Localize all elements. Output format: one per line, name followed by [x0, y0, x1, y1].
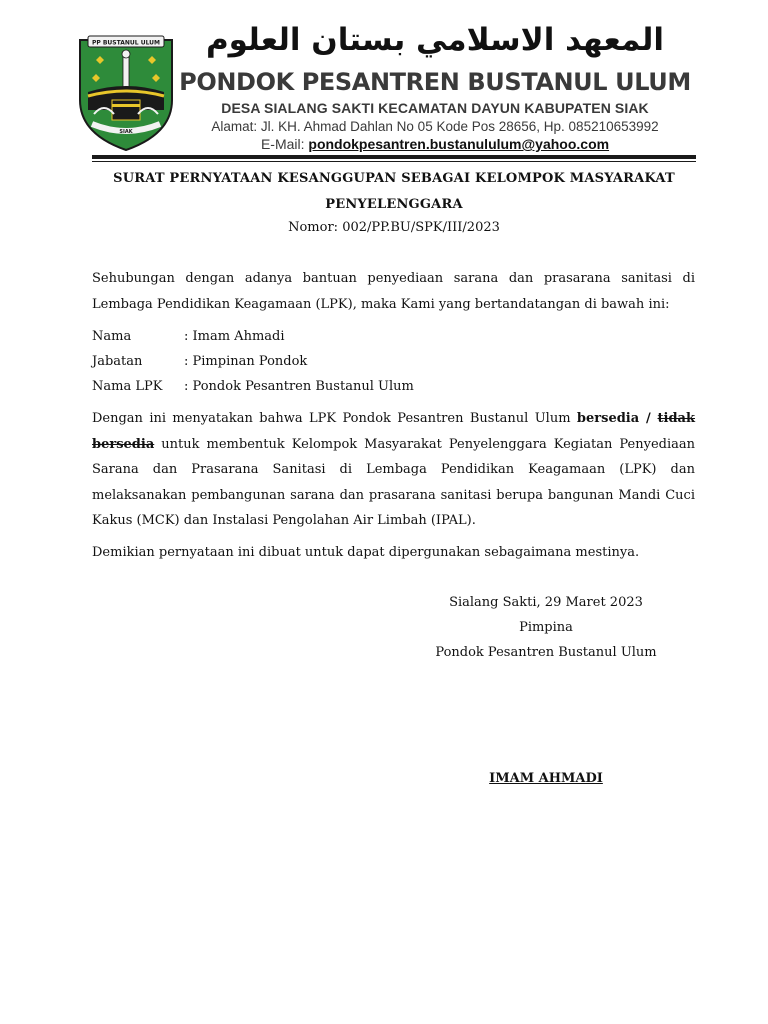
logo-banner-text: PP BUSTANUL ULUM [91, 39, 161, 47]
identity-label: Nama [92, 329, 132, 344]
identity-label: Jabatan [92, 354, 143, 369]
email-line [170, 135, 700, 153]
email-link[interactable]: pondokpesantren.bustanululum@yahoo.com [308, 136, 610, 152]
signature-role: Pimpina [519, 620, 573, 635]
school-name: PONDOK PESANTREN BUSTANUL ULUM [179, 68, 691, 96]
identity-row-position [92, 352, 307, 372]
letter-number: Nomor: 002/PP.BU/SPK/III/2023 [288, 220, 500, 235]
identity-value: : Imam Ahmadi [184, 329, 285, 344]
letter-title-line-2: PENYELENGGARA [325, 197, 463, 212]
letterhead-rule-thin [92, 161, 696, 162]
signature-institution: Pondok Pesantren Bustanul Ulum [435, 645, 657, 660]
signature-place-date: Sialang Sakti, 29 Maret 2023 [449, 595, 643, 610]
school-logo [74, 30, 178, 152]
statement-suffix: untuk membentuk Kelompok Masyarakat Penyelenggara Kegiatan Penyediaan Sarana dan Prasarana Sanitasi di Lembaga Pendidikan Keagamaan (LPK) dan melaksanakan pembangunan sarana dan prasarana sanitasi berupa bangunan Mandi Cuci Kakus (MCK) dan Instalasi Pengolahan Air Limbah (IPAL). [92, 436, 695, 528]
letter-title [92, 166, 696, 218]
identity-value: : Pondok Pesantren Bustanul Ulum [184, 379, 414, 394]
arabic-institution-name: المعهد الاسلامي بستان العلوم [205, 22, 665, 58]
identity-value: : Pimpinan Pondok [184, 354, 308, 369]
signer-name: IMAM AHMADI [489, 771, 603, 786]
statement-prefix: Dengan ini menyatakan bahwa LPK Pondok Pesantren Bustanul Ulum [92, 411, 577, 426]
intro-paragraph: Sehubungan dengan adanya bantuan penyediaan sarana dan prasarana sanitasi di Lembaga Pendidikan Keagamaan (LPK), maka Kami yang bertandatangan di bawah ini: [92, 271, 695, 312]
statement-paragraph [92, 406, 695, 534]
identity-row-name [92, 327, 285, 347]
statement-struck-option: tidak bersedia [92, 411, 695, 452]
letter-title-line-1: SURAT PERNYATAAN KESANGGUPAN SEBAGAI KELOMPOK MASYARAKAT [113, 171, 675, 186]
identity-label: Nama LPK [92, 379, 163, 394]
logo-motto-text: SIAK [119, 129, 133, 135]
statement-separator: / [639, 411, 658, 426]
letterhead-rule-thick [92, 155, 696, 159]
email-label: E-Mail: [260, 136, 309, 152]
closing-paragraph: Demikian pernyataan ini dibuat untuk dapat dipergunakan sebagaimana mestinya. [92, 545, 640, 560]
identity-row-lpk [92, 377, 414, 397]
statement-choice: bersedia [576, 411, 640, 426]
village-line: DESA SIALANG SAKTI KECAMATAN DAYUN KABUPATEN SIAK [221, 100, 649, 116]
address-line: Alamat: Jl. KH. Ahmad Dahlan No 05 Kode Pos 28656, Hp. 085210653992 [211, 119, 659, 134]
